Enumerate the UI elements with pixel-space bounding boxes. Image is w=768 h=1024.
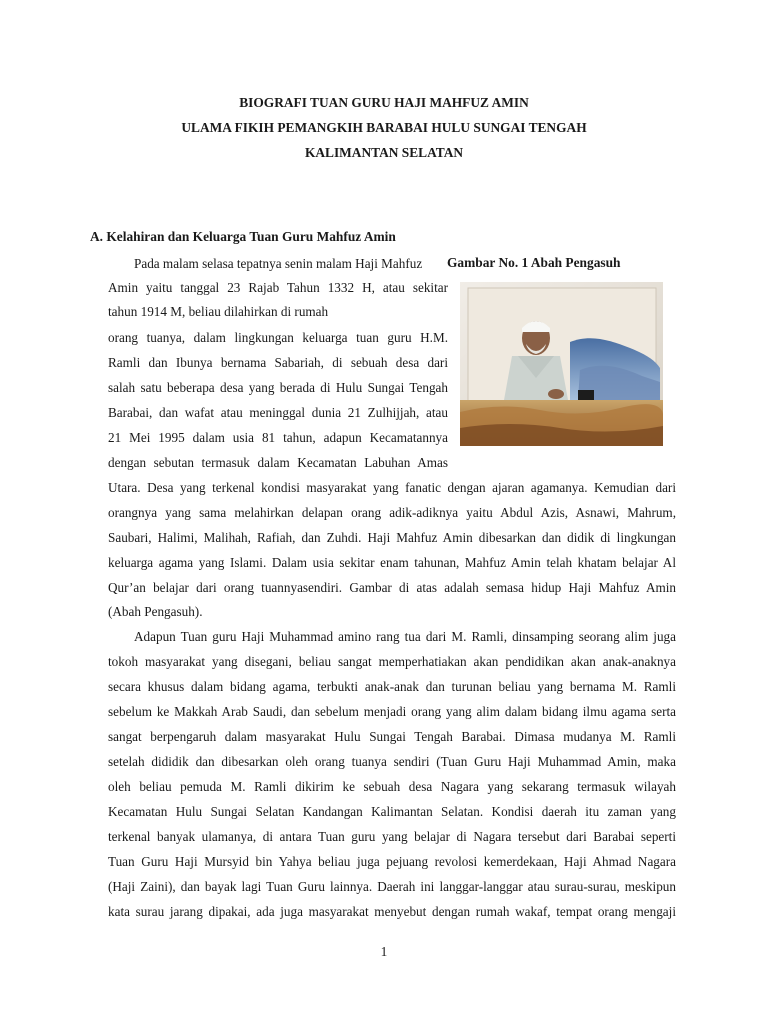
body-line: 21 Mei 1995 dalam usia 81 tahun, adapun Kecamatannya — [108, 430, 448, 445]
body-line: (Abah Pengasuh). — [108, 604, 203, 619]
title-line-2: ULAMA FIKIH PEMANGKIH BARABAI HULU SUNGAI TENGAH — [181, 120, 587, 135]
body-line: kata surau jarang dipakai, ada juga masyarakat menyebut dengan rumah wakaf, tempat orang mengaji — [108, 904, 676, 919]
portrait-illustration — [460, 282, 663, 446]
body-line: Ramli dan Ibunya bernama Sabariah, di sebuah desa dari — [108, 355, 448, 370]
body-line: sebelum ke Makkah Arab Saudi, dan sebelum menjadi orang yang alim dalam bidang ilmu agama serta — [108, 704, 676, 719]
body-line: Kecamatan Hulu Sungai Selatan Kandangan Kalimantan Selatan. Kondisi daerah itu zaman yang — [108, 804, 676, 819]
body-line: orangnya yang sama melahirkan delapan orang adik-adiknya yaitu Abdul Azis, Asnawi, Mahrum, — [108, 505, 676, 520]
body-line: Utara. Desa yang terkenal kondisi masyarakat yang fanatic dengan ajaran agamanya. Kemudian dari — [108, 480, 676, 495]
body-line: Barabai, dan wafat atau meninggal dunia 21 Zulhijjah, atau — [108, 405, 448, 420]
body-line: secara khusus dalam bidang agama, terbukti anak-anak dan turunan beliau yang bernama M. Ramli — [108, 679, 676, 694]
body-line: tahun 1914 M, beliau dilahirkan di rumah — [108, 304, 329, 319]
title-line-3: KALIMANTAN SELATAN — [304, 145, 464, 160]
body-line: Adapun Tuan guru Haji Muhammad amino rang tua dari M. Ramli, dinsamping seorang alim juga — [134, 629, 676, 644]
body-line: Qur’an belajar dari orang tuannyasendiri. Gambar di atas adalah semasa hidup Haji Mahfuz Amin — [108, 580, 676, 595]
body-line: Amin yaitu tanggal 23 Rajab Tahun 1332 H, atau sekitar — [108, 280, 448, 295]
portrait-photo — [460, 282, 663, 446]
body-line: dengan sebutan termasuk dalam Kecamatan Labuhan Amas — [108, 455, 448, 470]
body-line: Tuan Guru Haji Mursyid bin Yahya beliau juga pejuang revolosi kemerdekaan, Haji Ahmad Nagara — [108, 854, 676, 869]
body-line: orang tuanya, dalam lingkungan keluarga tuan guru H.M. — [108, 330, 448, 345]
section-heading: A. Kelahiran dan Keluarga Tuan Guru Mahfuz Amin — [90, 229, 396, 244]
body-line: (Haji Zaini), dan bayak lagi Tuan Guru lainnya. Daerah ini langgar-langgar atau surau-surau, meskipun — [108, 879, 676, 894]
body-line: keluarga agama yang Islami. Dalam usia sekitar enam tahunan, Mahfuz Amin telah khatam belajar Al — [108, 555, 676, 570]
body-line: Saubari, Halimi, Malihah, Rafiah, dan Zuhdi. Haji Mahfuz Amin dibesarkan dan didik di lingkungan — [108, 530, 676, 545]
body-line: terkenal banyak ulamanya, di antara Tuan guru yang belajar di Nagara tersebut dari Barabai seperti — [108, 829, 676, 844]
body-line: salah satu beberapa desa yang berada di Hulu Sungai Tengah — [108, 380, 448, 395]
page-number: 1 — [380, 944, 388, 959]
body-line: setelah dididik dan dibesarkan oleh orang tuanya sendiri (Tuan Guru Haji Muhammad Amin, maka — [108, 754, 676, 769]
figure-caption: Gambar No. 1 Abah Pengasuh — [447, 255, 621, 270]
body-line: tokoh masyarakat yang disegani, beliau sangat memperhatiakan akan pendidikan akan anak-anaknya — [108, 654, 676, 669]
body-line: sangat berpengaruh dalam masyarakat Hulu Sungai Tengah Barabai. Dimasa mudanya M. Ramli — [108, 729, 676, 744]
body-line: Pada malam selasa tepatnya senin malam Haji Mahfuz — [134, 256, 423, 271]
title-line-1: BIOGRAFI TUAN GURU HAJI MAHFUZ AMIN — [239, 95, 529, 110]
body-line: oleh beliau pemuda M. Ramli dikirim ke sebuah desa Nagara yang sekarang termasuk wilayah — [108, 779, 676, 794]
